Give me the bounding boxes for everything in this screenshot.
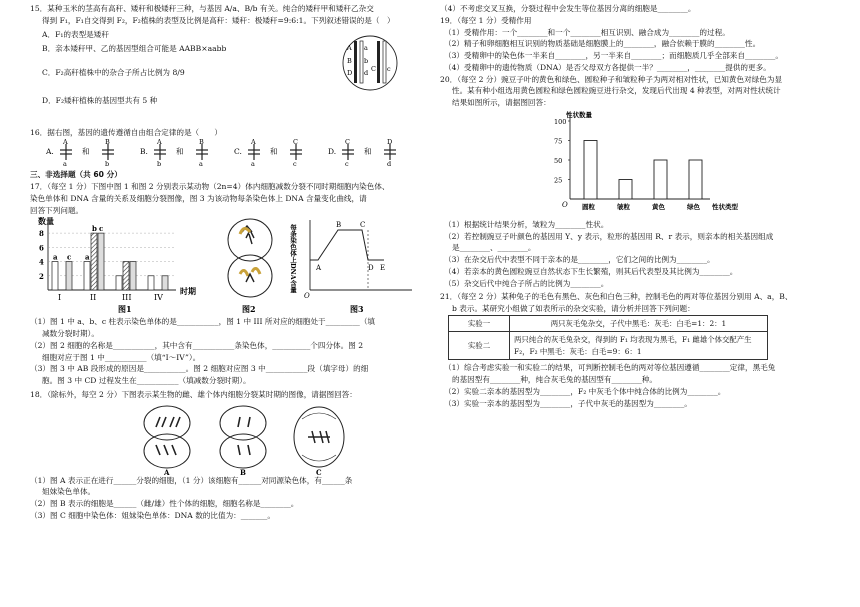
q20-bar	[619, 179, 632, 199]
q18-stem: 18．（除标外，每空 2 分）下图表示某生物的雌、雄个体内细胞分裂某时期的图像，请据图回答：	[30, 389, 357, 399]
q16-gene-top: A	[157, 138, 162, 147]
q20-category-label: 绿色	[687, 202, 700, 211]
gene-label-c: c	[387, 64, 391, 73]
fig3-point-D: D	[368, 264, 374, 273]
q18-sub-3: （3）图 C 细胞中染色体：姐妹染色单体：DNA 数的比值为：_______。	[30, 511, 275, 521]
right-column	[440, 0, 840, 409]
q20-stem-2: 性。某有种小组选用黄色圆粒和绿色圆粒豌豆进行杂交，发现后代出现 4 种表型，对两对性状统计	[452, 86, 781, 96]
q20-stem-1: 20．（每空 2 分）豌豆子叶的黄色和绿色、圆粒种子和皱粒种子为两对相对性状，已知黄色对绿色为显	[440, 74, 783, 84]
q18-cell-figures	[30, 401, 425, 475]
q16-gene-bottom: a	[251, 160, 255, 169]
fig3-caption: 图3	[350, 304, 364, 315]
q20-ytick: 50	[554, 156, 563, 165]
q20-sub-3: （3）在杂交后代中表型不同于亲本的是________，它们之间的比例为________。	[444, 255, 715, 265]
table-row	[449, 332, 768, 360]
q21-sub-1b: 的基因型有________种，纯合灰毛兔的基因型有________种。	[452, 375, 658, 385]
q16-gene-bottom: c	[345, 160, 349, 169]
q16-and-label: 和	[176, 147, 184, 157]
cell-label-A: A	[164, 467, 170, 477]
gene-label-D: D	[347, 68, 353, 77]
q21-experiment-table	[448, 315, 768, 360]
chromosome-shape	[156, 417, 180, 455]
q16-gene-top: C	[345, 138, 350, 147]
q19-sub-3: （3）受精卵中的染色体一半来自________，另一半来自________；而细胞质几乎全部来自________。	[444, 51, 783, 61]
q20-stem-3: 结果如图所示，请据图回答：	[452, 98, 551, 108]
q15-option-a: A．F₁的表型是矮秆	[42, 29, 109, 39]
q16-gene-bottom: b	[157, 160, 162, 169]
q15-option-b: B．亲本矮秆甲、乙的基因型组合可能是 AABB×aabb	[42, 43, 227, 53]
q20-bar-chart	[540, 109, 760, 219]
gene-label-A: A	[347, 43, 352, 52]
q17-sub-3: （3）图 3 中 AB 段形成的原因是___________。图 2 细胞对应图 3 中___________段（填字母）的细	[30, 364, 369, 374]
q19-sub-1: （1）受精作用：一个________和一个________相互识别、融合成为________的过程。	[444, 27, 730, 37]
q20-sub-5: （5）杂交后代中纯合子所占的比例为________。	[444, 278, 609, 288]
q18-cells	[30, 401, 425, 475]
q20-category-label: 圆粒	[582, 202, 595, 211]
fig1-bar	[116, 276, 122, 290]
fig1-ytick: 4	[39, 257, 44, 267]
fig3-point-B: B	[336, 221, 342, 230]
fig1-ytick: 6	[39, 243, 44, 253]
gene-label-d: d	[364, 68, 369, 77]
fig1-bar-label: a	[53, 252, 58, 262]
q16-gene-top: A	[251, 138, 256, 147]
q17-figure-1	[30, 216, 210, 316]
table-cell: 两只灰毛兔杂交，子代中黑毛：灰毛：白毛=1：2：1	[510, 316, 768, 332]
fig1-bar	[130, 262, 136, 290]
fig1-bar	[123, 262, 129, 290]
q20-category-label: 皱粒	[617, 202, 630, 211]
q16-and-label: 和	[82, 147, 90, 157]
q20-sub-4: （4）若亲本的黄色圆粒豌豆自然状态下生长繁殖，则其后代表型及其比例为________。	[444, 266, 738, 276]
fig3-point-C: C	[360, 221, 366, 230]
q16-option-letter: D.	[328, 147, 337, 157]
q17-sub-1: （1）图 1 中 a、b、c 柱表示染色单体的是___________，图 1 中 III 所对应的细胞处于_________（填	[30, 317, 376, 327]
q17-sub-2b: 细胞对应于图 1 中___________（填“I～IV”）。	[42, 352, 201, 362]
chromosome-shape	[238, 417, 250, 455]
q15-stem-1: 15．某种玉米的茎高有高秆、矮秆和极矮秆三种，与基因 A/a、B/b 有关。纯合的矮秆甲和矮秆乙杂交	[30, 4, 374, 13]
q21-sub-3: （3）实验一亲本的基因型为________，子代中灰毛的基因型为________。	[444, 398, 692, 408]
q20-ytick: 75	[554, 137, 563, 146]
fig1-bar	[162, 276, 168, 290]
q16-gene-bottom: d	[387, 160, 392, 169]
q16-option-letter: B.	[140, 147, 148, 157]
fig1-ylabel: 数量	[38, 216, 54, 227]
table-cell: 实验一	[449, 316, 510, 332]
q20-bar	[689, 160, 702, 199]
q20-sub-1: （1）根据统计结果分析，皱粒为________性状。	[444, 219, 609, 229]
section-3-title: 三、非选择题（共 60 分）	[30, 170, 122, 180]
q16-gene-top: A	[63, 138, 68, 147]
q16-gene-pairs	[30, 138, 425, 169]
q17-sub-3b: 胞。图 3 中 CD 过程发生在___________（填减数分裂时期）。	[42, 376, 251, 386]
left-column	[30, 0, 425, 522]
q16-stem: 16．据右图，基因的遗传遵循自由组合定律的是（ ）	[30, 127, 222, 137]
fig1-bar	[84, 262, 90, 290]
chromosome-shape	[308, 431, 330, 443]
q17-sub-1b: 减数分裂时期）。	[42, 329, 99, 339]
q16-and-label: 和	[270, 147, 278, 157]
q20-ytick: 100	[554, 117, 567, 126]
q20-category-label: 黄色	[652, 202, 665, 211]
fig1-ytick: 8	[39, 229, 44, 239]
chromosome-cell-diagram	[340, 33, 400, 93]
q20-sub-2b: 是________、________。	[452, 243, 536, 253]
fig3-point-E: E	[380, 264, 386, 273]
q19-sub-2: （2）精子和卵细胞相互识别的物质基础是细胞膜上的________，融合依赖于膜的________性。	[444, 39, 761, 49]
fig1-bar-label: a	[85, 252, 90, 262]
q20-chart-container	[440, 109, 840, 219]
fig1-bar	[66, 262, 72, 290]
fig1-bar	[52, 262, 58, 290]
fig1-bar	[98, 233, 104, 290]
q21-stem-1: 21．（每空 2 分）某种兔子的毛色有黑色、灰色和白色三种，控制毛色的两对等位基因分别用 A、a，B、	[440, 292, 793, 302]
fig3-ylabel: 每条染色体上DNA含量	[289, 224, 297, 293]
q16-and-label: 和	[364, 147, 372, 157]
q16-gene-bottom: c	[293, 160, 297, 169]
gene-label-b: b	[364, 56, 369, 65]
table-cell: 实验二	[449, 332, 510, 360]
q19-stem: 19．（每空 1 分）受精作用	[440, 15, 532, 25]
fig1-xlabel: 时期	[180, 286, 196, 297]
fig1-bar	[148, 276, 154, 290]
fig1-group-label: III	[122, 293, 132, 303]
q16-gene-top: B	[199, 138, 204, 147]
q18-sub-4: （4）不考虑交叉互换，分裂过程中会发生等位基因分离的细胞是________。	[440, 4, 696, 13]
q20-bar	[654, 160, 667, 199]
q19-sub-4: （4）受精卵中的遗传物质（DNA）是否父母双方各提供一半？________，________提供的更多。	[444, 62, 771, 72]
q16-gene-bottom: b	[105, 160, 110, 169]
fig1-bar-label: b	[92, 224, 97, 234]
q17-figures	[30, 216, 425, 316]
q17-sub-2: （2）图 2 细胞的名称是___________，其中含有___________条染色体，__________个四分体。图 2	[30, 340, 364, 350]
q16-gene-bottom: a	[63, 160, 67, 169]
q16-gene-bottom: a	[199, 160, 203, 169]
q17-figure-3	[289, 216, 422, 316]
fig1-bar-label: c	[67, 252, 72, 262]
q20-ytick: 25	[554, 176, 563, 185]
q20-origin: O	[562, 200, 568, 209]
q21-sub-1: （1）综合考虑实验一和实验二的结果，可判断控制毛色的两对等位基因遵循________定律，黑毛兔	[444, 363, 776, 373]
fig1-bar-label: c	[99, 224, 104, 234]
table-row	[449, 316, 768, 332]
q17-stem-2: 染色单体和 DNA 含量的关系及细胞分裂图像，图 3 为该动物每条染色体上 DNA 含量变化曲线，请	[30, 193, 367, 203]
gene-label-B: B	[347, 56, 352, 65]
q17-stem-3: 回答下列问题。	[30, 205, 84, 215]
fig1-bar	[91, 233, 97, 290]
q20-bar	[584, 140, 597, 199]
q20-ylabel: 性状数量	[566, 110, 592, 119]
fig1-group-label: II	[90, 293, 97, 303]
q16-gene-top: D	[387, 138, 393, 147]
fig1-group-label: I	[58, 293, 62, 303]
cell-label-C: C	[316, 467, 322, 477]
q20-sub-2: （2）若控制豌豆子叶颜色的基因用 Y、y 表示，粒形的基因用 R、r 表示，则亲本的相关基因组成	[444, 231, 774, 241]
fig1-ytick: 2	[39, 272, 44, 282]
q21-sub-2: （2）实验二亲本的基因型为________，F₂ 中灰毛个体中纯合体的比例为________。	[444, 386, 726, 396]
fig1-caption: 图1	[118, 304, 132, 315]
table-cell: 两只纯合的灰毛兔杂交，得到的 F₁ 均表现为黑毛，F₁ 雌雄个体交配产生 F₂，F₂ 中黑毛：灰毛：白毛=9：6：1	[510, 332, 768, 360]
cell-label-B: B	[240, 467, 246, 477]
q15-option-c: C．F₂高秆植株中的杂合子所占比例为 8/9	[42, 67, 185, 77]
q16-gene-top: B	[105, 138, 110, 147]
fig3-point-A: A	[316, 264, 322, 273]
fig1-group-label: IV	[154, 293, 163, 303]
fig3-origin: O	[304, 292, 310, 301]
q16-gene-top: C	[293, 138, 298, 147]
q15-stem-2: 得到 F₁，F₁自交得到 F₂，F₂植株的表型及比例是高秆：矮秆：极矮秆=9:6:1。下列叙述错误的是（ ）	[42, 15, 395, 25]
q16-options	[30, 138, 425, 169]
q16-option-letter: A.	[46, 147, 54, 157]
gene-label-a: a	[364, 43, 368, 52]
gene-label-C: C	[371, 64, 376, 73]
q18-sub-1: （1）图 A 表示正在进行______分裂的细胞，（1 分）该细胞有______对同源染色体，有______条	[30, 475, 353, 485]
q21-stem-2: b 表示。某研究小组做了如表所示的杂交实验，请分析并回答下列问题：	[452, 304, 695, 314]
q16-option-letter: C.	[234, 147, 242, 157]
q18-sub-2: （2）图 B 表示的细胞是______（雌/雄）性个体的细胞，细胞名称是________。	[30, 499, 299, 509]
q17-figure-2	[212, 216, 292, 316]
q18-sub-1b: 姐妹染色单体。	[42, 487, 96, 497]
q20-xlabel: 性状类型	[712, 202, 738, 211]
fig2-caption: 图2	[242, 304, 256, 315]
q17-stem-1: 17．（每空 1 分）下图中图 1 和图 2 分别表示某动物（2n=4）体内细胞减数分裂不同时期细胞内染色体、	[30, 182, 390, 192]
q15-option-d: D．F₂矮秆植株的基因型共有 5 种	[42, 95, 158, 105]
